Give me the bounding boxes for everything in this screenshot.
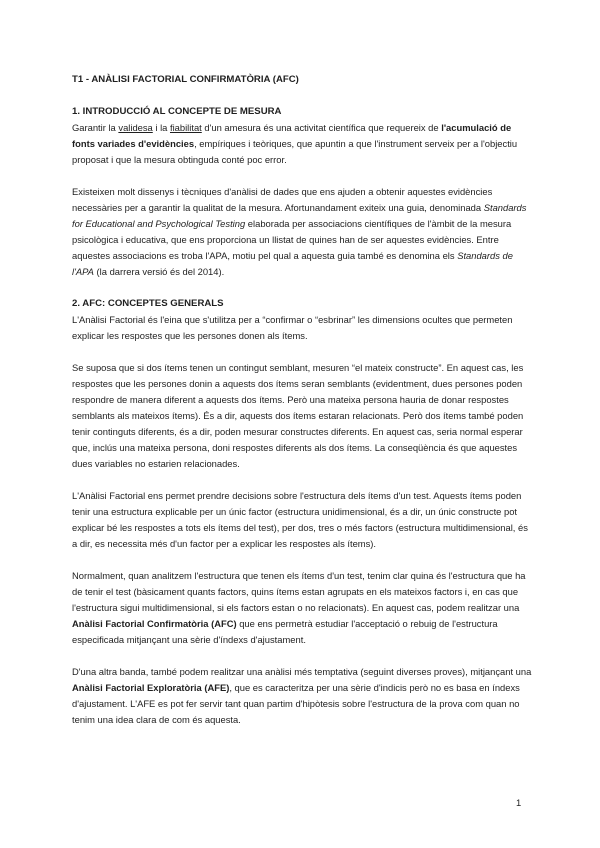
section-1-paragraph-1 xyxy=(72,120,532,168)
italic-standards-title: Standards for Educational and Psychological Testing xyxy=(72,202,527,229)
text-run: (la darrera versió és del 2014). xyxy=(93,266,225,277)
section-2-paragraph-1: L'Anàlisi Factorial és l'eina que s'utilitza per a “confirmar o “esbrinar” les dimensions ocultes que permeten explicar les respostes que les persones donen als ítems. xyxy=(72,314,513,341)
section-2-paragraph-4 xyxy=(72,568,532,648)
text-run: Garantir la xyxy=(72,122,119,133)
text-run: Existeixen molt dissenys i tècniques d'anàlisi de dades que ens ajuden a obtenir aquestes evidències necessàries per a garantir la qualitat de la mesura. Afortunandament exiteix una guia, denominada xyxy=(72,186,493,213)
text-run: , que es caracteritza per una sèrie d'indicis però no es basa en índexs d'ajustament. L'AFE es pot fer servir tant quan partim d'hipòtesis sobre l'estructura de la prova com quan no tenim una idea clara de com és aquesta. xyxy=(72,682,520,725)
text-run: elaborada per associacions científiques de l'àmbit de la mesura psicològica i educativa, que ens proporciona un llistat de quines han de ser aquestes evidències. Entre aquestes associacions es troba l'APA, motiu pel qual a aquesta guia també es denomina els xyxy=(72,218,512,261)
term-fiabilitat: fiabilitat xyxy=(169,122,202,133)
text-run: que ens permetrà estudiar l'acceptació o rebuig de l'estructura especificada mitjançant una sèrie d'índexs d'ajustament. xyxy=(72,618,498,645)
page-content xyxy=(72,72,532,744)
text-run: D'una altra banda, també podem realitzar una anàlisi més temptativa (seguint diverses proves), mitjançant una xyxy=(72,666,532,677)
text-run: i la xyxy=(152,122,170,133)
italic-standards-apa: Standards de l'APA xyxy=(72,250,513,277)
text-run: Normalment, quan analitzem l'estructura que tenen els ítems d'un test, tenim clar quina és l'estructura que ha de tenir el test (bàsicament quants factors, quins ítems estan agrupats en els mateixos factors i, en cas que l'estructura sigui multidimensional, si els factors estan o no relacionats). En aquest cas, podem realitzar una xyxy=(72,570,526,613)
document-title: T1 - ANÀLISI FACTORIAL CONFIRMATÒRIA (AFC) xyxy=(72,74,299,85)
section-1-paragraph-2 xyxy=(72,184,532,280)
term-validesa: validesa xyxy=(118,122,153,133)
section-2-paragraph-3: L'Anàlisi Factorial ens permet prendre decisions sobre l'estructura dels ítems d'un test. Aquests ítems poden tenir una estructura explicable per un únic factor (estructura unidimensional, és a dir, un únic constructe pot explicar bé les respostes a tots els ítems del test), per dos, tres o més factors (estructura multidimensional, és a dir, es necessita més d'un factor per a explicar les respostes als ítems). xyxy=(72,490,528,549)
section-2-title: 2. AFC: CONCEPTES GENERALS xyxy=(72,298,224,309)
section-1-title: 1. INTRODUCCIÓ AL CONCEPTE DE MESURA xyxy=(72,106,282,117)
bold-afe: Anàlisi Factorial Exploratòria (AFE) xyxy=(72,682,230,693)
text-run: d'un amesura és una activitat científica que requereix de xyxy=(201,122,442,133)
bold-phrase: l'acumulació de fonts variades d'evidències xyxy=(72,122,512,149)
section-2-paragraph-2: Se suposa que si dos ítems tenen un contingut semblant, mesuren “el mateix constructe”. En aquest cas, les respostes que les persones donin a aquests dos ítems seran semblants (evidentment, dues persones poden respondre de manera diferent a aquests dos ítems. Però una mateixa persona hauria de donar respostes semblants als mateixos ítems). És a dir, aquests dos ítems estaran relacionats. Però dos ítems també poden tenir continguts diferents, és a dir, poden mesurar constructes diferents. En aquest cas, seria normal esperar que, inclús una mateixa persona, doni respostes diferents als dos ítems. La conseqüència és que aquestes dues variables no estarien relacionades. xyxy=(72,362,524,469)
section-2-paragraph-5 xyxy=(72,664,532,728)
page-number: 1 xyxy=(516,797,522,808)
text-run: , empíriques i teòriques, que apuntin a que l'instrument serveix per a l'objectiu proposat i que la mesura obtinguda conté poc error. xyxy=(72,138,518,165)
bold-afc: Anàlisi Factorial Confirmatòria (AFC) xyxy=(72,618,237,629)
